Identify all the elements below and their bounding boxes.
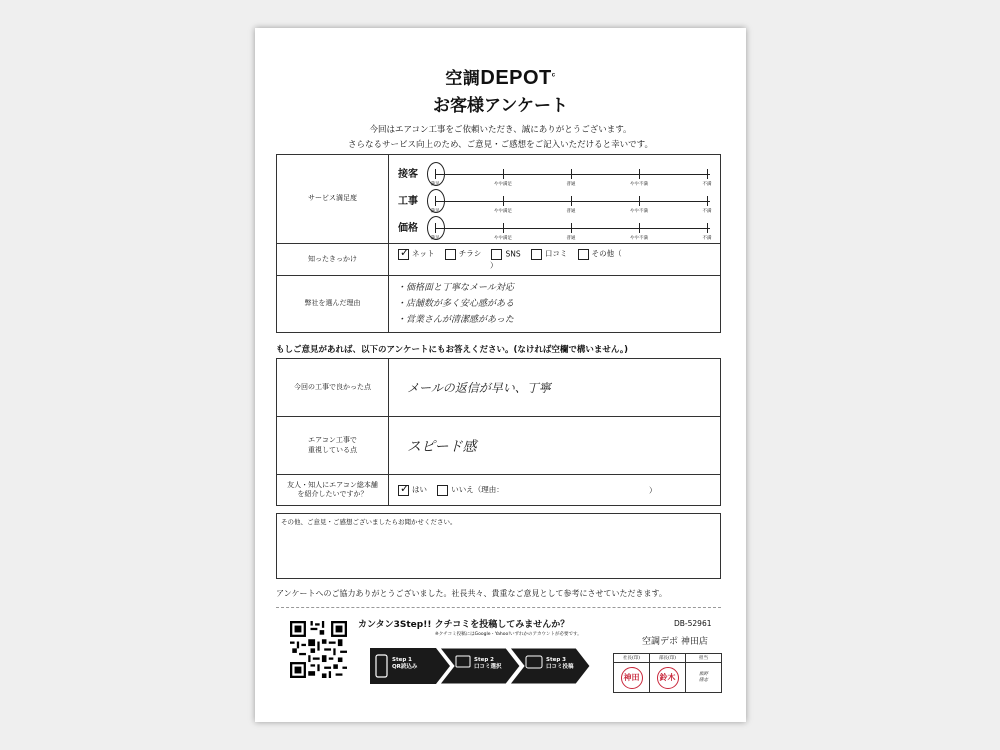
manager-seal (650, 663, 686, 693)
trigger-options: ✓ネット チラシ SNS 口コミ その他（ ） (389, 244, 721, 276)
option-yes[interactable]: ✓ はい (398, 484, 427, 496)
checkbox[interactable] (445, 249, 456, 260)
intro-line-2: さらなるサービス向上のため、ご意見・ご感想をご記入いただけると幸いです。 (348, 140, 653, 150)
intro-line-1: 今回はエアコン工事をご依頼いただき、誠にありがとうございます。 (369, 125, 632, 135)
thanks-message: アンケートへのご協力ありがとうございました。社長共々、貴重なご意見として参考にさせていただきます。 (276, 589, 667, 598)
checkbox[interactable] (398, 249, 409, 260)
step-1: Step 1 QR読込み (392, 657, 418, 671)
checkbox[interactable] (398, 485, 409, 496)
qr-code-icon[interactable] (290, 621, 347, 678)
satisfaction-row-service: 接客 満足 やや満足 普通 やや不満 不満 (389, 159, 720, 186)
checkbox[interactable] (531, 249, 542, 260)
company-logo: 空調DEPOT$^c$ (445, 67, 556, 89)
satisfaction-row-work: 工事 満足 やや満足 普通 やや不満 不満 (389, 186, 720, 213)
option-review[interactable]: 口コミ (531, 248, 568, 260)
checkbox[interactable] (491, 249, 502, 260)
president-seal (614, 663, 650, 693)
survey-table-top (276, 154, 721, 333)
staff-signature: 熊野 隆志 (686, 663, 722, 693)
survey-title: お客様アンケート (433, 96, 568, 116)
review-promo-note: ※クチコミ投稿にはGoogle・Yahoo!いずれかのアカウントが必要です。 (435, 632, 582, 637)
option-flyer[interactable]: チラシ (445, 248, 482, 260)
step-3: Step 3 口コミ投稿 (546, 657, 574, 671)
good-point-label: 今回の工事で良かった点 (277, 359, 389, 417)
checkbox[interactable] (578, 249, 589, 260)
option-no[interactable]: いいえ（理由： (437, 484, 504, 496)
document-code: DB-52961 (674, 619, 712, 628)
satisfaction-scales (389, 155, 721, 244)
reason-answer: ・価格面と丁寧なメール対応 ・店舗数が多く安心感がある ・営業さんが清潔感があった (389, 276, 721, 333)
important-answer[interactable]: スピード感 (389, 417, 721, 475)
good-point-answer[interactable]: メールの返信が早い、丁寧 (389, 359, 721, 417)
referral-options: ✓ はい いいえ（理由： ） (389, 475, 721, 506)
approval-seals: 社長(印) 部長(印) 担当 神田 鈴木 熊野 隆志 (613, 653, 722, 693)
option-sns[interactable]: SNS (491, 249, 520, 260)
shop-name: 空調デポ 神田店 (642, 637, 708, 647)
referral-label: 友人・知人にエアコン総本舗 を紹介したいですか？ (277, 475, 389, 506)
survey-table-bottom (276, 358, 721, 506)
option-net[interactable]: ✓ネット (398, 248, 435, 260)
optional-question-intro: もしご意見があれば、以下のアンケートにもお答えください。(なければ空欄で構いません。) (276, 345, 629, 355)
divider (276, 607, 721, 608)
checkbox[interactable] (437, 485, 448, 496)
satisfaction-label: サービス満足度 (277, 155, 389, 244)
seal-stamp-icon: 神田 (621, 667, 643, 689)
other-comments-box[interactable] (276, 513, 721, 579)
seal-stamp-icon: 鈴木 (657, 667, 679, 689)
other-comments-label: その他、ご意見・ご感想ございましたらお聞かせください。 (281, 518, 457, 526)
satisfaction-row-price: 価格 満足 やや満足 普通 やや不満 不満 (389, 213, 720, 240)
option-other[interactable]: その他（ (578, 248, 622, 260)
step-2: Step 2 口コミ選択 (474, 657, 502, 671)
review-promo-title: カンタン3Step!! クチコミを投稿してみませんか？ (358, 620, 570, 630)
survey-sheet (255, 28, 746, 722)
important-label: エアコン工事で 重視している点 (277, 417, 389, 475)
trigger-label: 知ったきっかけ (277, 244, 389, 276)
review-steps (370, 646, 615, 686)
reason-label: 弊社を選んだ理由 (277, 276, 389, 333)
